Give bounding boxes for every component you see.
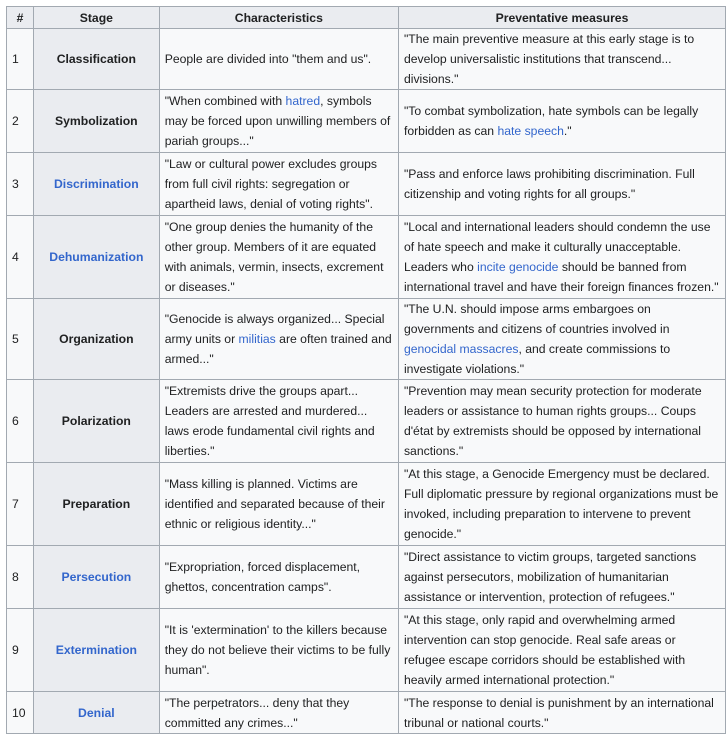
stage-link[interactable]: Persecution bbox=[33, 546, 159, 609]
cell-text: People are divided into "them and us". bbox=[164, 52, 372, 66]
wiki-link[interactable]: genocidal massacres bbox=[403, 342, 519, 356]
table-row bbox=[7, 299, 726, 380]
preventative-measures-cell bbox=[398, 90, 725, 153]
table-row bbox=[7, 463, 726, 546]
stage-link[interactable]: Dehumanization bbox=[33, 216, 159, 299]
preventative-measures-cell bbox=[398, 692, 725, 734]
table-body bbox=[7, 29, 726, 734]
cell-text: "When combined with bbox=[164, 94, 286, 108]
stage-name: Organization bbox=[33, 299, 159, 380]
preventative-measures-cell bbox=[398, 29, 725, 90]
characteristics-cell bbox=[159, 380, 398, 463]
header-number[interactable]: # bbox=[7, 7, 34, 29]
characteristics-cell bbox=[159, 299, 398, 380]
stage-name: Classification bbox=[33, 29, 159, 90]
preventative-measures-cell bbox=[398, 463, 725, 546]
characteristics-cell bbox=[159, 463, 398, 546]
stage-number: 2 bbox=[7, 90, 34, 153]
cell-text: ." bbox=[563, 124, 572, 138]
characteristics-cell bbox=[159, 546, 398, 609]
cell-text: "Mass killing is planned. Victims are identified and separated because of their ethnic or religious identity..." bbox=[164, 477, 385, 531]
stage-number: 3 bbox=[7, 153, 34, 216]
preventative-measures-cell bbox=[398, 380, 725, 463]
cell-text: "Genocide is always organized... Special army units or bbox=[164, 312, 385, 346]
cell-text: "Law or cultural power excludes groups from full civil rights: segregation or apartheid laws, denial of voting rights". bbox=[164, 157, 378, 211]
preventative-measures-cell bbox=[398, 546, 725, 609]
cell-text: "At this stage, only rapid and overwhelming armed intervention can stop genocide. Real safe areas or refugee escape corridors should be established with heavily armed international protection." bbox=[403, 613, 686, 687]
characteristics-cell bbox=[159, 90, 398, 153]
cell-text: "To combat symbolization, hate symbols can be legally forbidden as can bbox=[403, 104, 699, 138]
table-row bbox=[7, 692, 726, 734]
cell-text: "It is 'extermination' to the killers because they do not believe their victims to be fully human". bbox=[164, 623, 391, 677]
wiki-link[interactable]: hatred bbox=[285, 94, 321, 108]
cell-text: "The U.N. should impose arms embargoes on governments and citizens of countries involved in bbox=[403, 302, 670, 336]
header-row bbox=[7, 7, 726, 29]
stage-link[interactable]: Denial bbox=[33, 692, 159, 734]
cell-text: "Direct assistance to victim groups, targeted sanctions against persecutors, mobilization of humanitarian assistance or intervention, protection of refugees." bbox=[403, 550, 697, 604]
stage-number: 8 bbox=[7, 546, 34, 609]
stage-number: 5 bbox=[7, 299, 34, 380]
cell-text: "The main preventive measure at this early stage is to develop universalistic institutions that transcend... divisions." bbox=[403, 32, 695, 86]
preventative-measures-cell bbox=[398, 609, 725, 692]
table-row bbox=[7, 216, 726, 299]
preventative-measures-cell bbox=[398, 153, 725, 216]
stage-number: 10 bbox=[7, 692, 34, 734]
wiki-link[interactable]: militias bbox=[238, 332, 276, 346]
cell-text: "Pass and enforce laws prohibiting discrimination. Full citizenship and voting rights for all groups." bbox=[403, 167, 695, 201]
header-preventative-measures[interactable]: Preventative measures bbox=[398, 7, 725, 29]
cell-text: "One group denies the humanity of the other group. Members of it are equated with animals, vermin, insects, excrement or diseases." bbox=[164, 220, 384, 294]
cell-text: are often trained and armed..." bbox=[164, 332, 392, 366]
cell-text: "Local and international leaders should condemn the use of hate speech and make it culturally unacceptable. Leaders who bbox=[403, 220, 711, 274]
cell-text: "Expropriation, forced displacement, ghettos, concentration camps". bbox=[164, 560, 361, 594]
stage-name: Symbolization bbox=[33, 90, 159, 153]
table-row bbox=[7, 90, 726, 153]
table-row bbox=[7, 29, 726, 90]
wiki-link[interactable]: hate speech bbox=[497, 124, 564, 138]
stage-number: 9 bbox=[7, 609, 34, 692]
stage-link[interactable]: Extermination bbox=[33, 609, 159, 692]
characteristics-cell bbox=[159, 216, 398, 299]
characteristics-cell bbox=[159, 153, 398, 216]
cell-text: "At this stage, a Genocide Emergency must be declared. Full diplomatic pressure by regional organizations must be invoked, including preparation to intervene to prevent genocide." bbox=[403, 467, 719, 541]
cell-text: "The response to denial is punishment by an international tribunal or national courts." bbox=[403, 695, 714, 730]
stages-table bbox=[6, 6, 726, 734]
preventative-measures-cell bbox=[398, 216, 725, 299]
cell-text: "Extremists drive the groups apart... Leaders are arrested and murdered... laws erode fundamental civil rights and liberties." bbox=[164, 384, 375, 458]
wiki-link[interactable]: incite genocide bbox=[477, 260, 559, 274]
stage-number: 7 bbox=[7, 463, 34, 546]
preventative-measures-cell bbox=[398, 299, 725, 380]
cell-text: "The perpetrators... deny that they committed any crimes..." bbox=[164, 695, 350, 730]
stage-name: Polarization bbox=[33, 380, 159, 463]
table-row bbox=[7, 609, 726, 692]
header-characteristics[interactable]: Characteristics bbox=[159, 7, 398, 29]
cell-text: "Prevention may mean security protection for moderate leaders or assistance to human rights groups... Coups d'état by extremists should be opposed by international sanctions." bbox=[403, 384, 702, 458]
cell-text: , symbols may be forced upon unwilling members of pariah groups..." bbox=[164, 94, 391, 148]
characteristics-cell bbox=[159, 29, 398, 90]
stage-name: Preparation bbox=[33, 463, 159, 546]
stage-link[interactable]: Discrimination bbox=[33, 153, 159, 216]
table-row bbox=[7, 546, 726, 609]
table-row bbox=[7, 153, 726, 216]
cell-text: should be banned from international travel and have their foreign finances frozen." bbox=[403, 260, 719, 294]
stage-number: 6 bbox=[7, 380, 34, 463]
stage-number: 1 bbox=[7, 29, 34, 90]
table-row bbox=[7, 380, 726, 463]
characteristics-cell bbox=[159, 609, 398, 692]
stage-number: 4 bbox=[7, 216, 34, 299]
characteristics-cell bbox=[159, 692, 398, 734]
header-stage[interactable]: Stage bbox=[33, 7, 159, 29]
cell-text: , and create commissions to investigate violations." bbox=[403, 342, 671, 376]
